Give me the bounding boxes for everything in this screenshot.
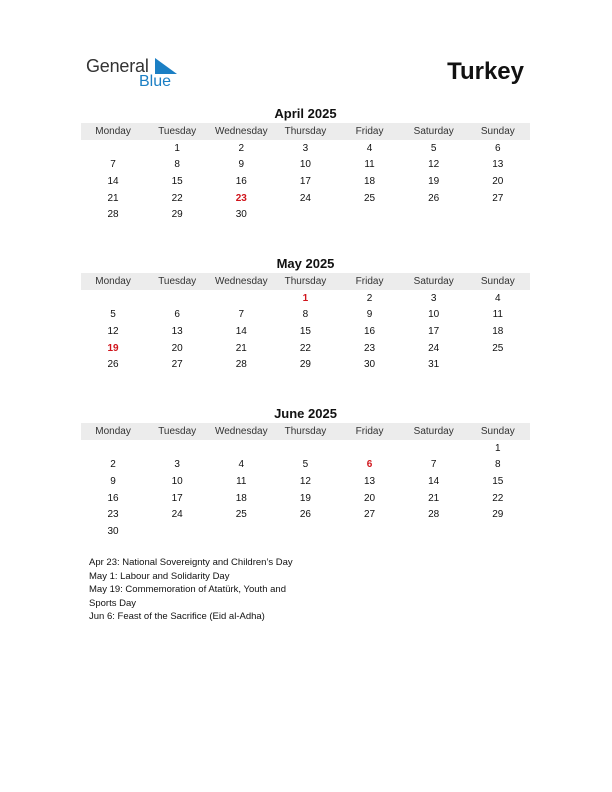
day-cell: 14 (235, 325, 247, 337)
day-cell: 28 (428, 509, 440, 521)
day-cell: 2 (238, 142, 245, 154)
day-cell: 10 (299, 159, 311, 171)
week-row (81, 140, 530, 157)
day-cell: 2 (366, 292, 373, 304)
day-cell: 8 (174, 159, 180, 171)
day-cell: 6 (174, 309, 180, 321)
logo-blue-text: Blue (139, 73, 172, 90)
day-cell: 7 (110, 159, 116, 171)
week-row (81, 206, 530, 223)
day-cell: 19 (299, 492, 311, 504)
day-cell: 26 (428, 192, 440, 204)
day-cell: 22 (171, 192, 183, 204)
holiday-note: May 1: Labour and Solidarity Day (89, 570, 230, 582)
day-cell: 18 (235, 492, 247, 504)
day-cell: 4 (238, 459, 245, 471)
day-cell: 7 (430, 459, 437, 471)
day-cell: 30 (235, 209, 247, 221)
day-cell: 17 (171, 492, 183, 504)
weekday-label: Saturday (413, 126, 454, 137)
month-june (81, 405, 530, 540)
country-title: Turkey (447, 58, 524, 85)
day-cell: 4 (366, 142, 373, 154)
day-cell: 12 (107, 325, 119, 337)
day-cell: 25 (492, 342, 504, 354)
weekday-label: Friday (355, 276, 384, 287)
day-cell: 12 (428, 159, 440, 171)
day-cell: 8 (302, 309, 309, 321)
holiday-day-cell: 23 (235, 192, 247, 204)
weekday-label: Tuesday (158, 126, 197, 137)
day-cell: 9 (238, 159, 245, 171)
day-cell: 29 (299, 359, 311, 371)
day-cell: 10 (428, 309, 440, 321)
weekday-label: Thursday (284, 276, 327, 287)
holiday-day-cell: 1 (302, 292, 309, 304)
holiday-note: May 19: Commemoration of Atatürk, Youth and (89, 584, 286, 596)
day-cell: 13 (171, 325, 183, 337)
weekday-label: Sunday (480, 426, 515, 437)
week-row (81, 473, 530, 490)
day-cell: 27 (492, 192, 504, 204)
holiday-day-cell: 6 (366, 459, 373, 471)
weekday-header (81, 273, 530, 290)
weekday-label: Wednesday (214, 426, 268, 437)
week-row (81, 506, 530, 523)
day-cell: 29 (171, 209, 183, 221)
day-cell: 18 (492, 325, 504, 337)
day-cell: 28 (235, 359, 247, 371)
day-cell: 11 (236, 475, 247, 487)
day-cell: 27 (364, 509, 376, 521)
month-title: May 2025 (276, 256, 335, 271)
week-row (81, 356, 530, 373)
week-row (81, 340, 530, 357)
day-cell: 20 (492, 175, 504, 187)
month-title: June 2025 (274, 406, 337, 421)
weekday-label: Wednesday (214, 276, 268, 287)
day-cell: 3 (302, 142, 309, 154)
day-cell: 15 (171, 175, 183, 187)
day-cell: 3 (174, 459, 180, 471)
week-row (81, 290, 530, 307)
day-cell: 24 (171, 509, 183, 521)
day-cell: 23 (364, 342, 376, 354)
day-cell: 30 (364, 359, 376, 371)
holiday-day-cell: 19 (107, 342, 119, 354)
day-cell: 14 (107, 175, 119, 187)
week-row (81, 440, 530, 457)
day-cell: 9 (366, 309, 373, 321)
day-cell: 24 (299, 192, 311, 204)
holiday-notes (89, 556, 349, 624)
weekday-label: Sunday (480, 276, 515, 287)
day-cell: 22 (492, 492, 504, 504)
day-cell: 20 (171, 342, 183, 354)
day-cell: 17 (428, 325, 440, 337)
day-cell: 21 (235, 342, 247, 354)
day-cell: 16 (107, 492, 119, 504)
weekday-label: Thursday (284, 126, 327, 137)
day-cell: 15 (492, 475, 504, 487)
weekday-label: Tuesday (158, 426, 197, 437)
day-cell: 28 (107, 209, 119, 221)
day-cell: 12 (299, 475, 311, 487)
weekday-label: Tuesday (158, 276, 197, 287)
weekday-label: Monday (95, 126, 131, 137)
day-cell: 6 (495, 142, 501, 154)
week-row (81, 490, 530, 507)
day-cell: 21 (428, 492, 440, 504)
weekday-header (81, 123, 530, 140)
day-cell: 14 (428, 475, 440, 487)
day-cell: 18 (364, 175, 376, 187)
day-cell: 8 (495, 459, 501, 471)
day-cell: 27 (171, 359, 183, 371)
weekday-label: Friday (355, 426, 384, 437)
day-cell: 23 (107, 509, 119, 521)
day-cell: 5 (110, 309, 116, 321)
weekday-label: Wednesday (214, 126, 268, 137)
day-cell: 2 (110, 459, 116, 471)
day-cell: 29 (492, 509, 504, 521)
day-cell: 31 (428, 359, 440, 371)
day-cell: 10 (171, 475, 183, 487)
weekday-label: Friday (355, 126, 384, 137)
weekday-label: Monday (95, 276, 131, 287)
day-cell: 15 (299, 325, 311, 337)
day-cell: 22 (299, 342, 311, 354)
day-cell: 20 (364, 492, 376, 504)
weekday-label: Thursday (284, 426, 327, 437)
holiday-note: Jun 6: Feast of the Sacrifice (Eid al-Adha) (89, 611, 265, 623)
day-cell: 1 (174, 142, 180, 154)
logo-flag-icon (155, 58, 177, 74)
holiday-note: Sports Day (89, 597, 136, 609)
day-cell: 11 (492, 309, 503, 321)
day-cell: 16 (364, 325, 376, 337)
day-cell: 25 (364, 192, 376, 204)
logo-general-text: General (86, 56, 149, 76)
day-cell: 26 (299, 509, 311, 521)
day-cell: 17 (299, 175, 311, 187)
month-april (81, 105, 530, 223)
weekday-label: Saturday (413, 426, 454, 437)
week-row (81, 307, 530, 324)
weekday-label: Sunday (480, 126, 515, 137)
day-cell: 11 (364, 159, 375, 171)
day-cell: 25 (235, 509, 247, 521)
day-cell: 7 (238, 309, 245, 321)
day-cell: 19 (428, 175, 440, 187)
day-cell: 3 (430, 292, 437, 304)
week-row (81, 457, 530, 474)
day-cell: 13 (492, 159, 504, 171)
weekday-label: Saturday (413, 276, 454, 287)
weekday-label: Monday (95, 426, 131, 437)
week-row (81, 323, 530, 340)
week-row (81, 173, 530, 190)
month-title: April 2025 (274, 106, 337, 121)
day-cell: 4 (495, 292, 501, 304)
day-cell: 5 (430, 142, 437, 154)
month-may (81, 255, 530, 373)
week-row (81, 190, 530, 207)
day-cell: 9 (110, 475, 116, 487)
holiday-note: Apr 23: National Sovereignty and Children’s Day (89, 557, 293, 568)
day-cell: 26 (107, 359, 119, 371)
generalblue-logo (86, 56, 186, 92)
day-cell: 1 (495, 442, 501, 454)
weekday-header (81, 423, 530, 440)
day-cell: 16 (235, 175, 247, 187)
week-row (81, 157, 530, 174)
day-cell: 21 (107, 192, 119, 204)
day-cell: 5 (302, 459, 309, 471)
day-cell: 30 (107, 525, 119, 537)
day-cell: 13 (364, 475, 376, 487)
day-cell: 24 (428, 342, 440, 354)
week-row (81, 523, 530, 540)
